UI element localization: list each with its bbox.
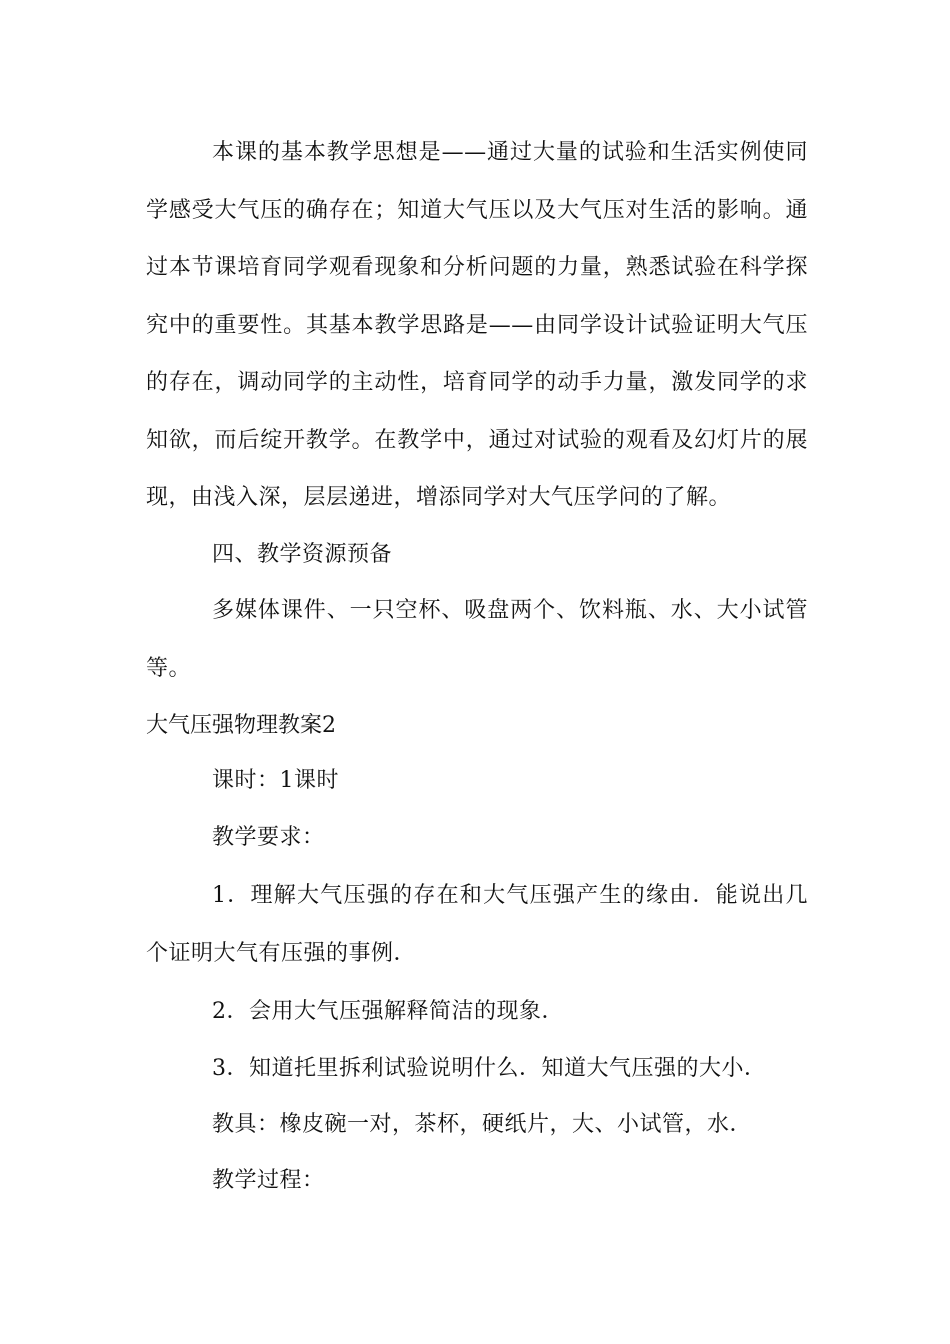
paragraph-teaching-idea: 本课的基本教学思想是——通过大量的试验和生活实例使同学感受大气压的确存在；知道大气压以及大气压对生活的影响。通过本节课培育同学观看现象和分析问题的力量，熟悉试验在科学探究中的重要性。其基本教学思路是——由同学设计试验证明大气压的存在，调动同学的主动性，培育同学的动手力量，激发同学的求知欲，而后绽开教学。在教学中，通过对试验的观看及幻灯片的展现，由浅入深，层层递进，增添同学对大气压学问的了解。 [146,140,808,510]
requirement-item-2: 2．会用大气压强解释简洁的现象． [212,999,564,1024]
paragraph-teaching-aids: 教具：橡皮碗一对，茶杯，硬纸片，大、小试管，水． [212,1112,753,1137]
heading-teaching-requirements: 教学要求： [212,825,325,850]
heading-teaching-resources: 四、教学资源预备 [212,542,393,567]
heading-teaching-process: 教学过程： [212,1168,325,1193]
paragraph-class-hours: 课时：1课时 [212,768,339,793]
requirement-item-3: 3．知道托里拆利试验说明什么．知道大气压强的大小． [212,1056,767,1081]
paragraph-resource-list: 多媒体课件、一只空杯、吸盘两个、饮料瓶、水、大小试管等。 [146,598,808,681]
section-title: 大气压强物理教案2 [146,713,336,738]
requirement-item-1: 1．理解大气压强的存在和大气压强产生的缘由．能说出几个证明大气有压强的事例． [146,883,808,966]
